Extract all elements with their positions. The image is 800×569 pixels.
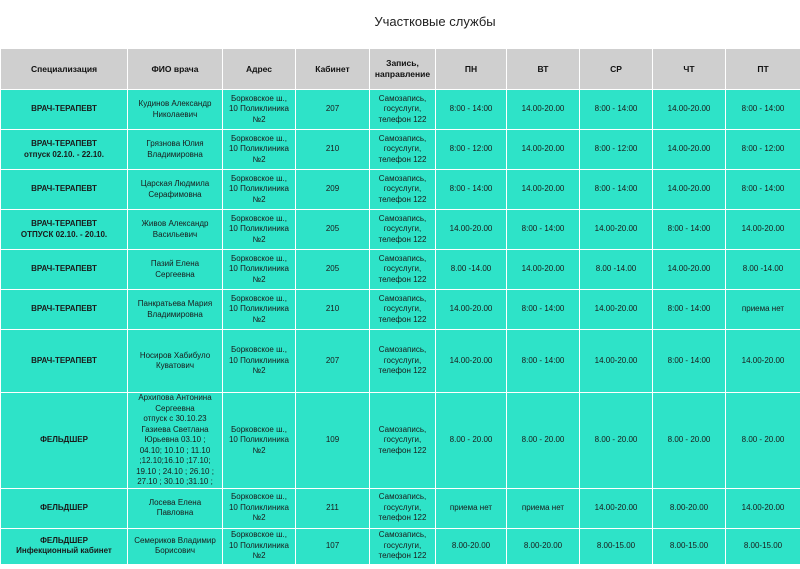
header-tuesday: ВТ	[507, 49, 580, 90]
header-friday: ПТ	[726, 49, 800, 90]
specialization-cell	[1, 130, 128, 170]
booking-cell: Самозапись, госуслуги, телефон 122	[370, 290, 436, 330]
specialization-cell	[1, 90, 128, 130]
address-cell: Борковское ш., 10 Поликлиника №2	[223, 330, 296, 393]
specialization-cell	[1, 488, 128, 528]
wednesday-hours-cell: 14.00-20.00	[580, 488, 653, 528]
wednesday-hours-cell: 8:00 - 14:00	[580, 170, 653, 210]
thursday-hours-cell: 14.00-20.00	[653, 90, 726, 130]
schedule-table	[0, 48, 800, 565]
doctor-name-cell: Пазий Елена Сергеевна	[128, 250, 223, 290]
specialization-cell	[1, 170, 128, 210]
tuesday-hours-cell: 8.00 - 20.00	[507, 393, 580, 489]
thursday-hours-cell: 14.00-20.00	[653, 170, 726, 210]
doctor-name-cell: Живов Александр Васильевич	[128, 210, 223, 250]
booking-cell: Самозапись, госуслуги, телефон 122	[370, 210, 436, 250]
tuesday-hours-cell: 8:00 - 14:00	[507, 210, 580, 250]
monday-hours-cell: 8.00 -14.00	[436, 250, 507, 290]
monday-hours-cell: 8:00 - 12:00	[436, 130, 507, 170]
wednesday-hours-cell: 14.00-20.00	[580, 290, 653, 330]
room-cell: 205	[296, 250, 370, 290]
specialization-cell	[1, 393, 128, 489]
booking-cell: Самозапись, госуслуги, телефон 122	[370, 130, 436, 170]
booking-cell: Самозапись, госуслуги, телефон 122	[370, 488, 436, 528]
friday-hours-cell: 8.00 - 20.00	[726, 393, 800, 489]
friday-hours-cell: 8:00 - 12:00	[726, 130, 800, 170]
tuesday-hours-cell: 14.00-20.00	[507, 130, 580, 170]
header-doctor-name: ФИО врача	[128, 49, 223, 90]
table-row	[1, 528, 800, 564]
room-cell: 109	[296, 393, 370, 489]
booking-cell: Самозапись, госуслуги, телефон 122	[370, 170, 436, 210]
wednesday-hours-cell: 8.00 -14.00	[580, 250, 653, 290]
address-cell: Борковское ш., 10 Поликлиника №2	[223, 250, 296, 290]
monday-hours-cell: 14.00-20.00	[436, 330, 507, 393]
tuesday-hours-cell: 8.00-20.00	[507, 528, 580, 564]
doctor-name-cell: Лосева Елена Павловна	[128, 488, 223, 528]
room-cell: 107	[296, 528, 370, 564]
doctor-name-cell: Грязнова Юлия Владимировна	[128, 130, 223, 170]
wednesday-hours-cell: 14.00-20.00	[580, 330, 653, 393]
monday-hours-cell: 14.00-20.00	[436, 210, 507, 250]
thursday-hours-cell: 8:00 - 14:00	[653, 210, 726, 250]
header-wednesday: СР	[580, 49, 653, 90]
tuesday-hours-cell: 14.00-20.00	[507, 250, 580, 290]
tuesday-hours-cell: приема нет	[507, 488, 580, 528]
table-row	[1, 130, 800, 170]
monday-hours-cell: 8.00 - 20.00	[436, 393, 507, 489]
specialization-label: ВРАЧ-ТЕРАПЕВТ	[31, 264, 97, 274]
thursday-hours-cell: 14.00-20.00	[653, 130, 726, 170]
friday-hours-cell: 14.00-20.00	[726, 330, 800, 393]
thursday-hours-cell: 8:00 - 14:00	[653, 330, 726, 393]
monday-hours-cell: 14.00-20.00	[436, 290, 507, 330]
monday-hours-cell: 8.00-20.00	[436, 528, 507, 564]
room-cell: 209	[296, 170, 370, 210]
specialization-cell	[1, 250, 128, 290]
booking-cell: Самозапись, госуслуги, телефон 122	[370, 250, 436, 290]
thursday-hours-cell: 8:00 - 14:00	[653, 290, 726, 330]
tuesday-hours-cell: 14.00-20.00	[507, 170, 580, 210]
thursday-hours-cell: 8.00-15.00	[653, 528, 726, 564]
room-cell: 210	[296, 290, 370, 330]
booking-cell: Самозапись, госуслуги, телефон 122	[370, 330, 436, 393]
doctor-name-cell: Носиров Хабибуло Куватович	[128, 330, 223, 393]
header-room: Кабинет	[296, 49, 370, 90]
specialization-label: ВРАЧ-ТЕРАПЕВТ	[31, 355, 97, 365]
specialization-note: отпуск 02.10. - 22.10.	[24, 149, 104, 159]
tuesday-hours-cell: 8:00 - 14:00	[507, 330, 580, 393]
address-cell: Борковское ш., 10 Поликлиника №2	[223, 393, 296, 489]
friday-hours-cell: 8:00 - 14:00	[726, 90, 800, 130]
booking-cell: Самозапись, госуслуги, телефон 122	[370, 90, 436, 130]
wednesday-hours-cell: 8:00 - 12:00	[580, 130, 653, 170]
specialization-label: ВРАЧ-ТЕРАПЕВТ	[31, 219, 97, 228]
wednesday-hours-cell: 14.00-20.00	[580, 210, 653, 250]
thursday-hours-cell: 8.00 - 20.00	[653, 393, 726, 489]
doctor-name-cell: Кудинов Александр Николаевич	[128, 90, 223, 130]
specialization-label: ФЕЛЬДШЕР	[40, 502, 88, 512]
specialization-label: ВРАЧ-ТЕРАПЕВТ	[31, 104, 97, 114]
wednesday-hours-cell: 8:00 - 14:00	[580, 90, 653, 130]
address-cell: Борковское ш., 10 Поликлиника №2	[223, 170, 296, 210]
table-row	[1, 488, 800, 528]
room-cell: 205	[296, 210, 370, 250]
tuesday-hours-cell: 14.00-20.00	[507, 90, 580, 130]
specialization-cell	[1, 290, 128, 330]
friday-hours-cell: 14.00-20.00	[726, 488, 800, 528]
room-cell: 211	[296, 488, 370, 528]
thursday-hours-cell: 14.00-20.00	[653, 250, 726, 290]
wednesday-hours-cell: 8.00-15.00	[580, 528, 653, 564]
monday-hours-cell: приема нет	[436, 488, 507, 528]
specialization-cell	[1, 210, 128, 250]
address-cell: Борковское ш., 10 Поликлиника №2	[223, 528, 296, 564]
friday-hours-cell: 8.00-15.00	[726, 528, 800, 564]
booking-cell: Самозапись, госуслуги, телефон 122	[370, 528, 436, 564]
address-cell: Борковское ш., 10 Поликлиника №2	[223, 290, 296, 330]
friday-hours-cell: приема нет	[726, 290, 800, 330]
doctor-name-cell: Панкратьева Мария Владимировна	[128, 290, 223, 330]
table-row	[1, 393, 800, 489]
header-address: Адрес	[223, 49, 296, 90]
friday-hours-cell: 14.00-20.00	[726, 210, 800, 250]
specialization-note: Инфекционный кабинет	[16, 546, 112, 555]
table-row	[1, 90, 800, 130]
specialization-label: ВРАЧ-ТЕРАПЕВТ	[31, 139, 97, 148]
specialization-cell	[1, 330, 128, 393]
wednesday-hours-cell: 8.00 - 20.00	[580, 393, 653, 489]
table-row	[1, 250, 800, 290]
booking-cell: Самозапись, госуслуги, телефон 122	[370, 393, 436, 489]
friday-hours-cell: 8:00 - 14:00	[726, 170, 800, 210]
header-monday: ПН	[436, 49, 507, 90]
table-row	[1, 290, 800, 330]
monday-hours-cell: 8:00 - 14:00	[436, 90, 507, 130]
specialization-note: ОТПУСК 02.10. - 20.10.	[20, 229, 108, 239]
tuesday-hours-cell: 8:00 - 14:00	[507, 290, 580, 330]
room-cell: 210	[296, 130, 370, 170]
address-cell: Борковское ш., 10 Поликлиника №2	[223, 90, 296, 130]
header-booking: Запись, направление	[370, 49, 436, 90]
specialization-label: ФЕЛЬДШЕР	[40, 435, 88, 444]
table-row	[1, 330, 800, 393]
doctor-name-cell: Царская Людмила Серафимовна	[128, 170, 223, 210]
friday-hours-cell: 8.00 -14.00	[726, 250, 800, 290]
address-cell: Борковское ш., 10 Поликлиника №2	[223, 210, 296, 250]
address-cell: Борковское ш., 10 Поликлиника №2	[223, 488, 296, 528]
thursday-hours-cell: 8.00-20.00	[653, 488, 726, 528]
header-row	[1, 49, 800, 90]
page-title: Участковые службы	[374, 14, 496, 29]
header-thursday: ЧТ	[653, 49, 726, 90]
specialization-label: ВРАЧ-ТЕРАПЕВТ	[31, 184, 97, 194]
table-row	[1, 210, 800, 250]
specialization-label: ФЕЛЬДШЕР	[40, 535, 88, 545]
doctor-name-cell: Архипова Антонина Сергеевна отпуск с 30.10.23 Газиева Светлана Юрьевна 03.10 ; 04.10; 10.10 ; 11.10 ;12.10;16.10 ;17.10; 19.10 ; 24.10 ; 26.10 ; 27.10 ; 30.10 ;31.10 ;	[128, 393, 223, 489]
header-specialization: Специализация	[1, 49, 128, 90]
specialization-label: ВРАЧ-ТЕРАПЕВТ	[31, 304, 97, 314]
room-cell: 207	[296, 330, 370, 393]
monday-hours-cell: 8:00 - 14:00	[436, 170, 507, 210]
address-cell: Борковское ш., 10 Поликлиника №2	[223, 130, 296, 170]
room-cell: 207	[296, 90, 370, 130]
doctor-name-cell: Семериков Владимир Борисович	[128, 528, 223, 564]
table-row	[1, 170, 800, 210]
specialization-cell	[1, 528, 128, 564]
